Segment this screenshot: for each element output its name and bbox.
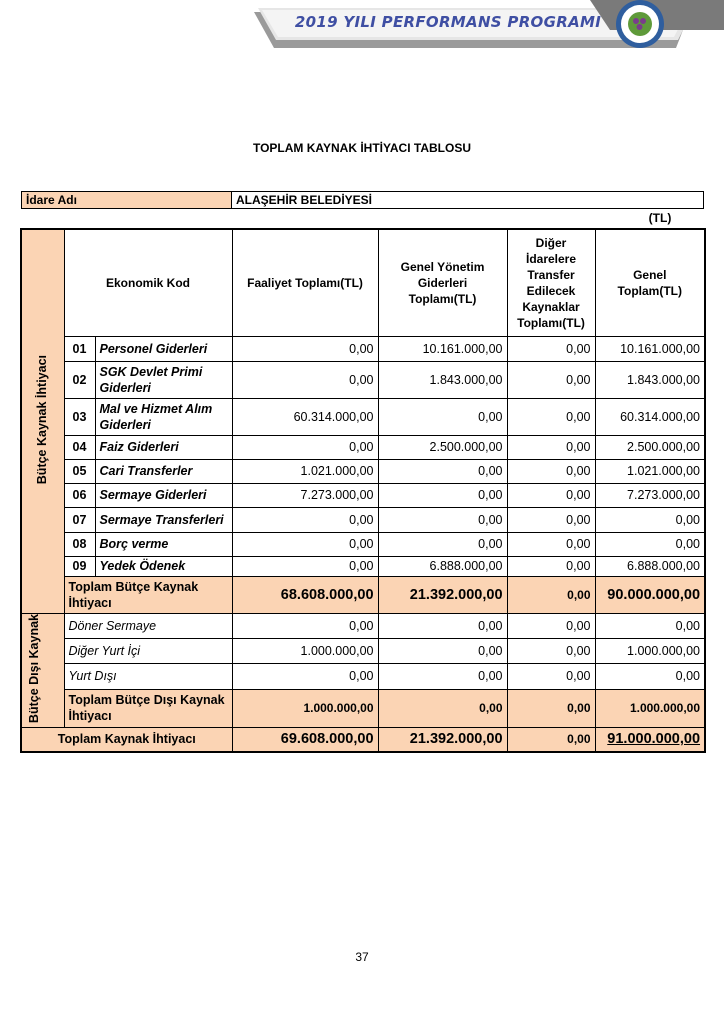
row-genel: 0,00: [378, 459, 507, 483]
row-code: 05: [64, 459, 95, 483]
offbudget-total-transfer: 0,00: [507, 689, 595, 727]
row-transfer: 0,00: [507, 556, 595, 576]
row-toplam: 7.273.000,00: [595, 483, 705, 507]
row-genel: 1.843.000,00: [378, 361, 507, 398]
row-name: SGK Devlet Primi Giderleri: [95, 361, 232, 398]
row-faaliyet: 0,00: [232, 532, 378, 556]
row-transfer: 0,00: [507, 361, 595, 398]
table-row: [21, 336, 705, 361]
row-toplam: 1.000.000,00: [595, 638, 705, 663]
row-faaliyet: 0,00: [232, 435, 378, 459]
row-genel: 0,00: [378, 532, 507, 556]
row-transfer: 0,00: [507, 483, 595, 507]
row-transfer: 0,00: [507, 507, 595, 532]
institution-value: ALAŞEHİR BELEDİYESİ: [232, 192, 704, 209]
row-name: Cari Transferler: [95, 459, 232, 483]
budget-total-faaliyet: 68.608.000,00: [232, 576, 378, 613]
resource-requirement-table: [20, 228, 706, 753]
row-name: Personel Giderleri: [95, 336, 232, 361]
row-toplam: 0,00: [595, 532, 705, 556]
table-row: [21, 613, 705, 638]
table-row: [21, 638, 705, 663]
row-name: Mal ve Hizmet Alım Giderleri: [95, 398, 232, 435]
row-faaliyet: 0,00: [232, 664, 378, 689]
offbudget-total-toplam: 1.000.000,00: [595, 689, 705, 727]
row-faaliyet: 0,00: [232, 361, 378, 398]
row-code: 04: [64, 435, 95, 459]
row-code: 07: [64, 507, 95, 532]
row-transfer: 0,00: [507, 336, 595, 361]
row-genel: 0,00: [378, 664, 507, 689]
row-transfer: 0,00: [507, 664, 595, 689]
row-toplam: 60.314.000,00: [595, 398, 705, 435]
row-code: 02: [64, 361, 95, 398]
row-name: Borç verme: [95, 532, 232, 556]
row-genel: 0,00: [378, 398, 507, 435]
table-row: [21, 532, 705, 556]
row-faaliyet: 60.314.000,00: [232, 398, 378, 435]
col-genel-toplam: Genel Toplam(TL): [595, 229, 705, 336]
row-genel: 6.888.000,00: [378, 556, 507, 576]
row-toplam: 1.843.000,00: [595, 361, 705, 398]
row-transfer: 0,00: [507, 638, 595, 663]
row-faaliyet: 0,00: [232, 556, 378, 576]
row-toplam: 1.021.000,00: [595, 459, 705, 483]
row-toplam: 6.888.000,00: [595, 556, 705, 576]
row-faaliyet: 7.273.000,00: [232, 483, 378, 507]
row-toplam: 0,00: [595, 613, 705, 638]
row-transfer: 0,00: [507, 435, 595, 459]
row-toplam: 0,00: [595, 507, 705, 532]
budget-total-transfer: 0,00: [507, 576, 595, 613]
row-code: 01: [64, 336, 95, 361]
row-name: Diğer Yurt İçi: [64, 638, 232, 663]
grand-total-toplam: 91.000.000,00: [595, 727, 705, 752]
row-faaliyet: 0,00: [232, 507, 378, 532]
row-faaliyet: 0,00: [232, 336, 378, 361]
row-name: Yedek Ödenek: [95, 556, 232, 576]
row-name: Yurt Dışı: [64, 664, 232, 689]
row-toplam: 0,00: [595, 664, 705, 689]
row-genel: 0,00: [378, 507, 507, 532]
table-row: [21, 507, 705, 532]
offbudget-total-genel: 0,00: [378, 689, 507, 727]
grand-total-transfer: 0,00: [507, 727, 595, 752]
table-row: [21, 556, 705, 576]
col-genel-yonetim: Genel Yönetim Giderleri Toplamı(TL): [378, 229, 507, 336]
row-code: 08: [64, 532, 95, 556]
grand-total-faaliyet: 69.608.000,00: [232, 727, 378, 752]
row-genel: 2.500.000,00: [378, 435, 507, 459]
offbudget-total-label: Toplam Bütçe Dışı Kaynak İhtiyacı: [64, 689, 232, 727]
offbudget-total-row: [21, 689, 705, 727]
row-name: Sermaye Giderleri: [95, 483, 232, 507]
budget-total-label: Toplam Bütçe Kaynak İhtiyacı: [64, 576, 232, 613]
row-transfer: 0,00: [507, 459, 595, 483]
grand-total-genel: 21.392.000,00: [378, 727, 507, 752]
table-row: [21, 664, 705, 689]
row-transfer: 0,00: [507, 532, 595, 556]
currency-unit: (TL): [648, 211, 672, 225]
grand-total-row: [21, 727, 705, 752]
offbudget-total-faaliyet: 1.000.000,00: [232, 689, 378, 727]
institution-table: [21, 191, 704, 209]
table-row: [21, 459, 705, 483]
grand-total-label: Toplam Kaynak İhtiyacı: [21, 727, 232, 752]
institution-label: İdare Adı: [22, 192, 232, 209]
table-row: [21, 483, 705, 507]
table-row: [21, 435, 705, 459]
row-genel: 0,00: [378, 483, 507, 507]
row-toplam: 10.161.000,00: [595, 336, 705, 361]
row-code: 09: [64, 556, 95, 576]
row-name: Sermaye Transferleri: [95, 507, 232, 532]
col-faaliyet: Faaliyet Toplamı(TL): [232, 229, 378, 336]
table-row: [21, 361, 705, 398]
budget-total-row: [21, 576, 705, 613]
table-header-row: [21, 229, 705, 336]
page-title: TOPLAM KAYNAK İHTİYACI TABLOSU: [252, 141, 471, 155]
municipality-logo: [612, 0, 668, 52]
row-faaliyet: 0,00: [232, 613, 378, 638]
page-number: 37: [355, 950, 369, 964]
col-transfer: Diğer İdarelere Transfer Edilecek Kaynaklar Toplamı(TL): [507, 229, 595, 336]
row-code: 06: [64, 483, 95, 507]
table-row: [21, 398, 705, 435]
row-faaliyet: 1.021.000,00: [232, 459, 378, 483]
row-genel: 10.161.000,00: [378, 336, 507, 361]
col-ekonomik-kod: Ekonomik Kod: [64, 229, 232, 336]
row-toplam: 2.500.000,00: [595, 435, 705, 459]
budget-total-toplam: 90.000.000,00: [595, 576, 705, 613]
row-name: Döner Sermaye: [64, 613, 232, 638]
row-transfer: 0,00: [507, 613, 595, 638]
row-genel: 0,00: [378, 613, 507, 638]
budget-total-genel: 21.392.000,00: [378, 576, 507, 613]
row-genel: 0,00: [378, 638, 507, 663]
row-transfer: 0,00: [507, 398, 595, 435]
row-name: Faiz Giderleri: [95, 435, 232, 459]
offbudget-section-label: Bütçe Dışı Kaynak: [21, 613, 64, 727]
budget-section-label: Bütçe Kaynak İhtiyacı: [21, 229, 64, 613]
row-code: 03: [64, 398, 95, 435]
row-faaliyet: 1.000.000,00: [232, 638, 378, 663]
banner-title: 2019 YILI PERFORMANS PROGRAMI: [294, 13, 602, 31]
